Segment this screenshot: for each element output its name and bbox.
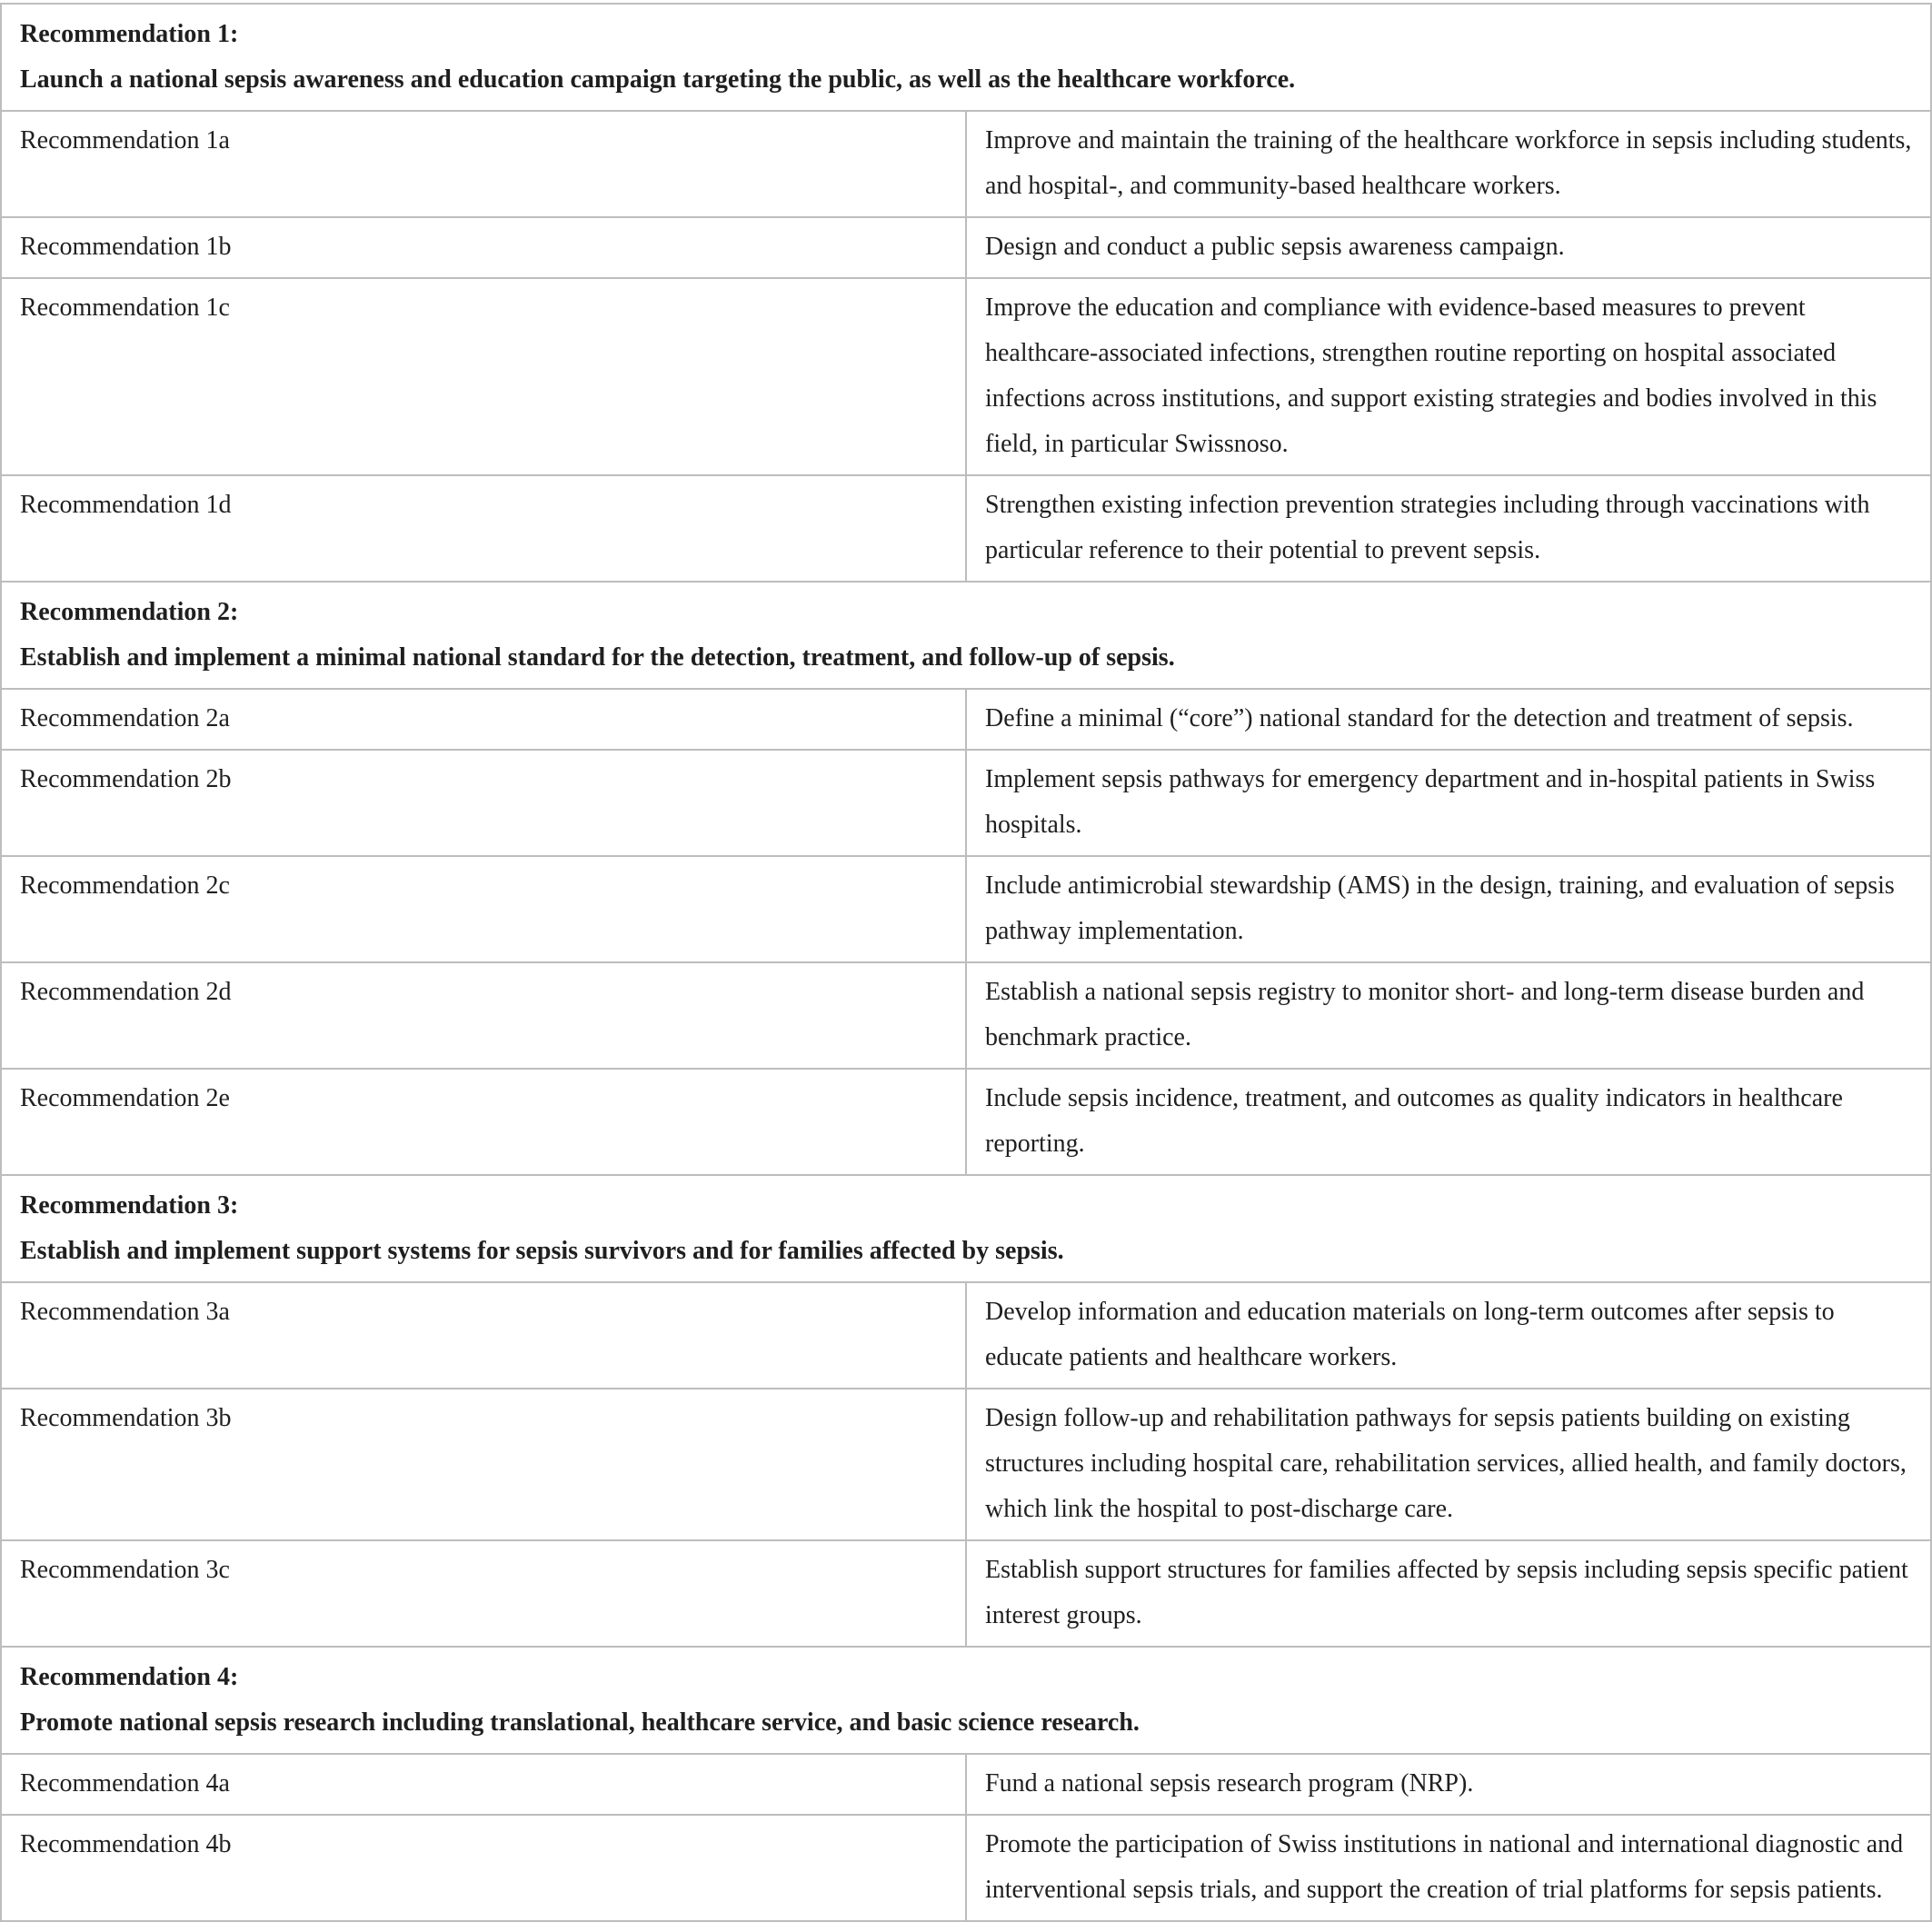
recommendation-label: Recommendation 4a [1, 1754, 966, 1815]
recommendation-text: Strengthen existing infection prevention strategies including through vaccinations with particular reference to their potential to prevent sepsis. [966, 475, 1931, 582]
group-title: Recommendation 2: [20, 598, 239, 626]
recommendation-text: Establish a national sepsis registry to monitor short- and long-term disease burden and benchmark practice. [966, 962, 1931, 1069]
table-row [1, 475, 1931, 582]
group-header-row [1, 582, 1931, 689]
group-title: Recommendation 4: [20, 1663, 239, 1691]
group-title: Recommendation 1: [20, 20, 239, 48]
recommendation-label: Recommendation 3b [1, 1389, 966, 1540]
group-description: Launch a national sepsis awareness and education campaign targeting the public, as well as the healthcare workforce. [20, 65, 1296, 94]
table-row [1, 1282, 1931, 1389]
recommendation-label: Recommendation 1d [1, 475, 966, 582]
recommendation-label: Recommendation 2a [1, 689, 966, 750]
recommendation-label: Recommendation 1c [1, 278, 966, 475]
recommendation-label: Recommendation 3c [1, 1540, 966, 1647]
table-row [1, 1389, 1931, 1540]
recommendation-label: Recommendation 3a [1, 1282, 966, 1389]
table-row [1, 856, 1931, 962]
table-row [1, 962, 1931, 1069]
recommendation-text: Establish support structures for families affected by sepsis including sepsis specific patient interest groups. [966, 1540, 1931, 1647]
recommendations-table [0, 3, 1932, 1922]
recommendations-table-body [1, 4, 1931, 1921]
group-header-row [1, 1647, 1931, 1754]
group-header-row [1, 4, 1931, 111]
group-description: Promote national sepsis research including translational, healthcare service, and basic science research. [20, 1708, 1140, 1737]
group-header-cell [1, 1175, 1931, 1282]
table-row [1, 1069, 1931, 1175]
table-row [1, 217, 1931, 278]
recommendation-text: Improve the education and compliance with evidence-based measures to prevent healthcare-associated infections, strengthen routine reporting on hospital associated infections across institutions, and support existing strategies and bodies involved in this field, in particular Swissnoso. [966, 278, 1931, 475]
table-row [1, 1754, 1931, 1815]
recommendation-text: Promote the participation of Swiss institutions in national and international diagnostic and interventional sepsis trials, and support the creation of trial platforms for sepsis patients. [966, 1815, 1931, 1921]
group-header-cell [1, 4, 1931, 111]
recommendation-text: Include sepsis incidence, treatment, and outcomes as quality indicators in healthcare reporting. [966, 1069, 1931, 1175]
table-row [1, 278, 1931, 475]
recommendation-label: Recommendation 4b [1, 1815, 966, 1921]
recommendation-text: Fund a national sepsis research program (NRP). [966, 1754, 1931, 1815]
group-header-cell [1, 582, 1931, 689]
group-header-cell [1, 1647, 1931, 1754]
recommendation-text: Design and conduct a public sepsis awareness campaign. [966, 217, 1931, 278]
recommendation-label: Recommendation 2b [1, 750, 966, 856]
recommendation-label: Recommendation 2e [1, 1069, 966, 1175]
recommendation-text: Develop information and education materials on long-term outcomes after sepsis to educate patients and healthcare workers. [966, 1282, 1931, 1389]
recommendation-label: Recommendation 1a [1, 111, 966, 217]
group-header-row [1, 1175, 1931, 1282]
group-description: Establish and implement a minimal national standard for the detection, treatment, and follow-up of sepsis. [20, 643, 1175, 672]
recommendation-text: Improve and maintain the training of the healthcare workforce in sepsis including students, and hospital-, and community-based healthcare workers. [966, 111, 1931, 217]
table-row [1, 1540, 1931, 1647]
recommendation-label: Recommendation 1b [1, 217, 966, 278]
table-row [1, 111, 1931, 217]
group-description: Establish and implement support systems for sepsis survivors and for families affected by sepsis. [20, 1237, 1064, 1265]
table-row [1, 750, 1931, 856]
table-row [1, 689, 1931, 750]
recommendation-label: Recommendation 2d [1, 962, 966, 1069]
group-title: Recommendation 3: [20, 1191, 239, 1220]
recommendation-text: Implement sepsis pathways for emergency department and in-hospital patients in Swiss hospitals. [966, 750, 1931, 856]
recommendation-text: Include antimicrobial stewardship (AMS) in the design, training, and evaluation of sepsis pathway implementation. [966, 856, 1931, 962]
recommendation-label: Recommendation 2c [1, 856, 966, 962]
recommendation-text: Define a minimal (“core”) national standard for the detection and treatment of sepsis. [966, 689, 1931, 750]
table-row [1, 1815, 1931, 1921]
recommendation-text: Design follow-up and rehabilitation pathways for sepsis patients building on existing structures including hospital care, rehabilitation services, allied health, and family doctors, which link the hospital to post-discharge care. [966, 1389, 1931, 1540]
